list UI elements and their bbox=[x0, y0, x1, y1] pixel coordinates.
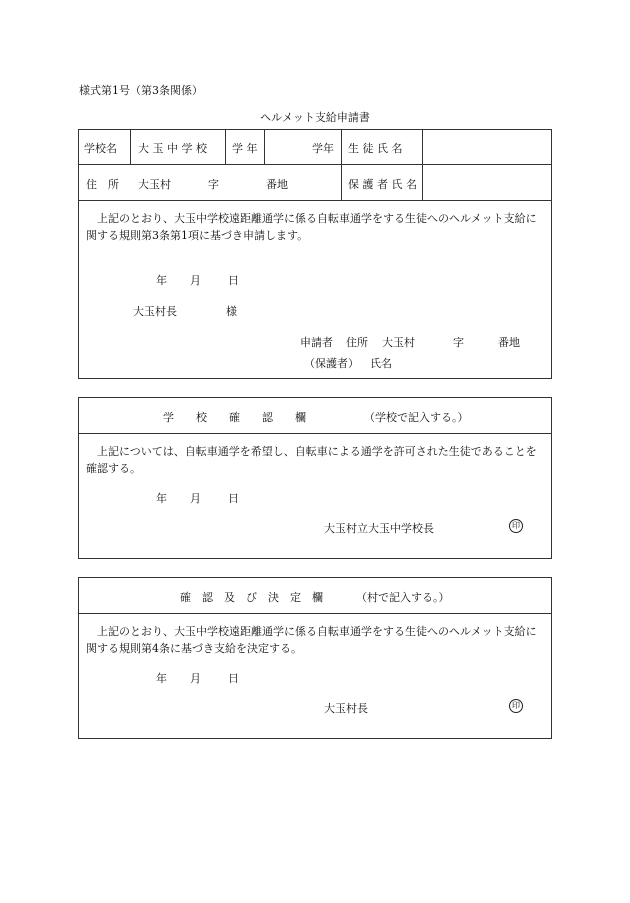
school-confirm-box bbox=[78, 397, 552, 559]
row-divider bbox=[78, 433, 552, 434]
date-day: 日 bbox=[228, 274, 239, 287]
grade-label: 学 年 bbox=[232, 142, 258, 155]
row-divider bbox=[78, 164, 552, 165]
decision-header: 確 認 及 び 決 定 欄 bbox=[180, 591, 323, 604]
address-village: 大玉村 bbox=[138, 178, 171, 191]
addressee-suffix: 様 bbox=[226, 305, 237, 318]
col-divider bbox=[422, 129, 423, 201]
school-confirm-body: 上記については、自転車通学を希望し、自転車による通学を許可された生徒であることを確認する。 bbox=[86, 445, 537, 475]
addressee: 大玉村長 bbox=[133, 305, 177, 318]
school-name-value: 大 玉 中 学 校 bbox=[138, 142, 207, 155]
student-name-label: 生 徒 氏 名 bbox=[348, 142, 403, 155]
form-number: 様式第1号（第3条関係） bbox=[79, 84, 203, 97]
seal-icon: 印 bbox=[509, 519, 523, 533]
date-year: 年 bbox=[156, 274, 167, 287]
date-month: 月 bbox=[190, 672, 201, 685]
guardian-paren: （保護者） bbox=[304, 357, 359, 370]
village-mayor: 大玉村長 bbox=[324, 702, 368, 715]
decision-body: 上記のとおり、大玉中学校遠距離通学に係る自転車通学をする生徒へのヘルメット支給に関する規則第4条に基づき支給を決定する。 bbox=[86, 625, 537, 655]
school-confirm-note: （学校で記入する。） bbox=[364, 411, 469, 424]
seal-icon: 印 bbox=[509, 699, 523, 713]
applicant-label: 申請者 bbox=[300, 336, 333, 349]
school-name-label: 学校名 bbox=[84, 142, 117, 155]
date-year: 年 bbox=[156, 492, 167, 505]
col-divider bbox=[130, 129, 131, 165]
applicant-banchi: 番地 bbox=[498, 336, 520, 349]
row-divider bbox=[78, 200, 552, 201]
school-principal: 大玉村立大玉中学校長 bbox=[324, 522, 434, 535]
date-month: 月 bbox=[190, 274, 201, 287]
date-year: 年 bbox=[156, 672, 167, 685]
date-month: 月 bbox=[190, 492, 201, 505]
student-name-field[interactable] bbox=[430, 136, 546, 160]
row-divider bbox=[78, 613, 552, 614]
grade-unit: 学年 bbox=[312, 142, 334, 155]
address-aza: 字 bbox=[208, 178, 219, 191]
application-body: 上記のとおり、大玉中学校遠距離通学に係る自転車通学をする生徒へのヘルメット支給に関する規則第3条第1項に基づき申請します。 bbox=[86, 212, 537, 242]
address-label: 住 所 bbox=[86, 178, 119, 191]
school-confirm-header: 学 校 確 認 欄 bbox=[163, 411, 306, 424]
date-day: 日 bbox=[228, 492, 239, 505]
form-title: ヘルメット支給申請書 bbox=[260, 111, 370, 124]
decision-note: （村で記入する。） bbox=[356, 591, 450, 604]
applicant-village: 大玉村 bbox=[382, 336, 415, 349]
guardian-name-label: 保 護 者 氏 名 bbox=[348, 178, 417, 191]
applicant-address-label: 住所 bbox=[346, 336, 368, 349]
col-divider bbox=[341, 129, 342, 201]
col-divider bbox=[264, 129, 265, 165]
col-divider bbox=[225, 129, 226, 165]
guardian-name-field[interactable] bbox=[430, 171, 546, 195]
address-banchi: 番地 bbox=[266, 178, 288, 191]
date-day: 日 bbox=[228, 672, 239, 685]
applicant-name-label: 氏名 bbox=[370, 357, 392, 370]
applicant-aza: 字 bbox=[453, 336, 464, 349]
